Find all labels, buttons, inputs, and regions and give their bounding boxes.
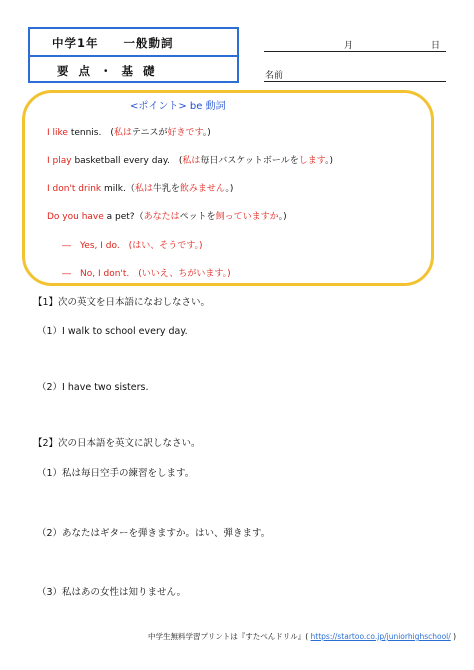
section-2-item-1: （1）私は毎日空手の練習をします。 [37, 468, 195, 479]
example-2 [47, 153, 333, 166]
example-segment: Do you have [47, 212, 104, 222]
name-label: 名前 [265, 71, 284, 81]
example-4 [47, 209, 287, 222]
example-answer-no [62, 266, 231, 279]
month-label: 月 [344, 41, 354, 51]
footer-suffix: ) [450, 632, 457, 641]
example-segment: I don't drink [47, 184, 102, 194]
example-segment: 。) [202, 128, 211, 138]
name-line [264, 81, 446, 82]
example-segment: 牛乳を [152, 184, 180, 194]
section-1-item-2: （2）I have two sisters. [37, 382, 149, 393]
example-segment: 毎日バスケットボールを [200, 156, 299, 166]
header-divider [28, 55, 239, 57]
example-segment: I play [47, 156, 72, 166]
footer [148, 631, 456, 642]
example-answer-yes [62, 238, 203, 251]
example-segment: I like [47, 128, 68, 138]
section-1-item-1: （1）I walk to school every day. [37, 326, 188, 337]
example-1 [47, 125, 211, 138]
example-segment: テニスが [131, 128, 168, 138]
example-segment: あなたは [143, 212, 180, 222]
example-segment: ― No, I don't. [62, 269, 130, 279]
example-segment: 。) [325, 156, 334, 166]
example-segment: 好きです [167, 128, 203, 138]
footer-link[interactable]: https://startoo.co.jp/juniorhighschool/ [310, 632, 451, 641]
example-segment: ペットを [179, 212, 216, 222]
section-1-heading: 【1】次の英文を日本語になおしなさい。 [33, 297, 211, 308]
example-segment: 飼っていますか [215, 212, 279, 222]
footer-prefix: 中学生無料学習プリントは『すたぺんドリル』( [148, 632, 311, 641]
point-title: <ポイント> be 動詞 [130, 101, 226, 112]
example-segment: 私は [113, 128, 132, 138]
example-segment: 私は [134, 184, 153, 194]
example-segment: a pet?（ [103, 212, 144, 222]
example-segment: milk.（ [101, 184, 135, 194]
example-segment: します [298, 156, 326, 166]
example-segment: basketball every day. ( [71, 156, 183, 166]
worksheet-subtitle: 要 点 ・ 基 礎 [57, 64, 158, 78]
example-segment: (いいえ、ちがいます。) [129, 269, 231, 279]
example-segment: 。) [278, 212, 287, 222]
example-segment: 飲みません [179, 184, 226, 194]
example-segment: ― Yes, I do. (はい、そうです。) [62, 241, 203, 251]
section-2-item-2: （2）あなたはギターを弾きますか。はい、弾きます。 [37, 528, 271, 539]
section-2-item-3: （3）私はあの女性は知りません。 [37, 587, 187, 598]
example-segment: tennis. ( [67, 128, 114, 138]
date-line [264, 51, 446, 52]
example-segment: 。) [225, 184, 234, 194]
day-label: 日 [431, 41, 441, 51]
section-2-heading: 【2】次の日本語を英文に訳しなさい。 [33, 438, 201, 449]
example-segment: 私は [182, 156, 201, 166]
worksheet-title: 中学1年 一般動詞 [52, 36, 174, 50]
example-3 [47, 181, 233, 194]
